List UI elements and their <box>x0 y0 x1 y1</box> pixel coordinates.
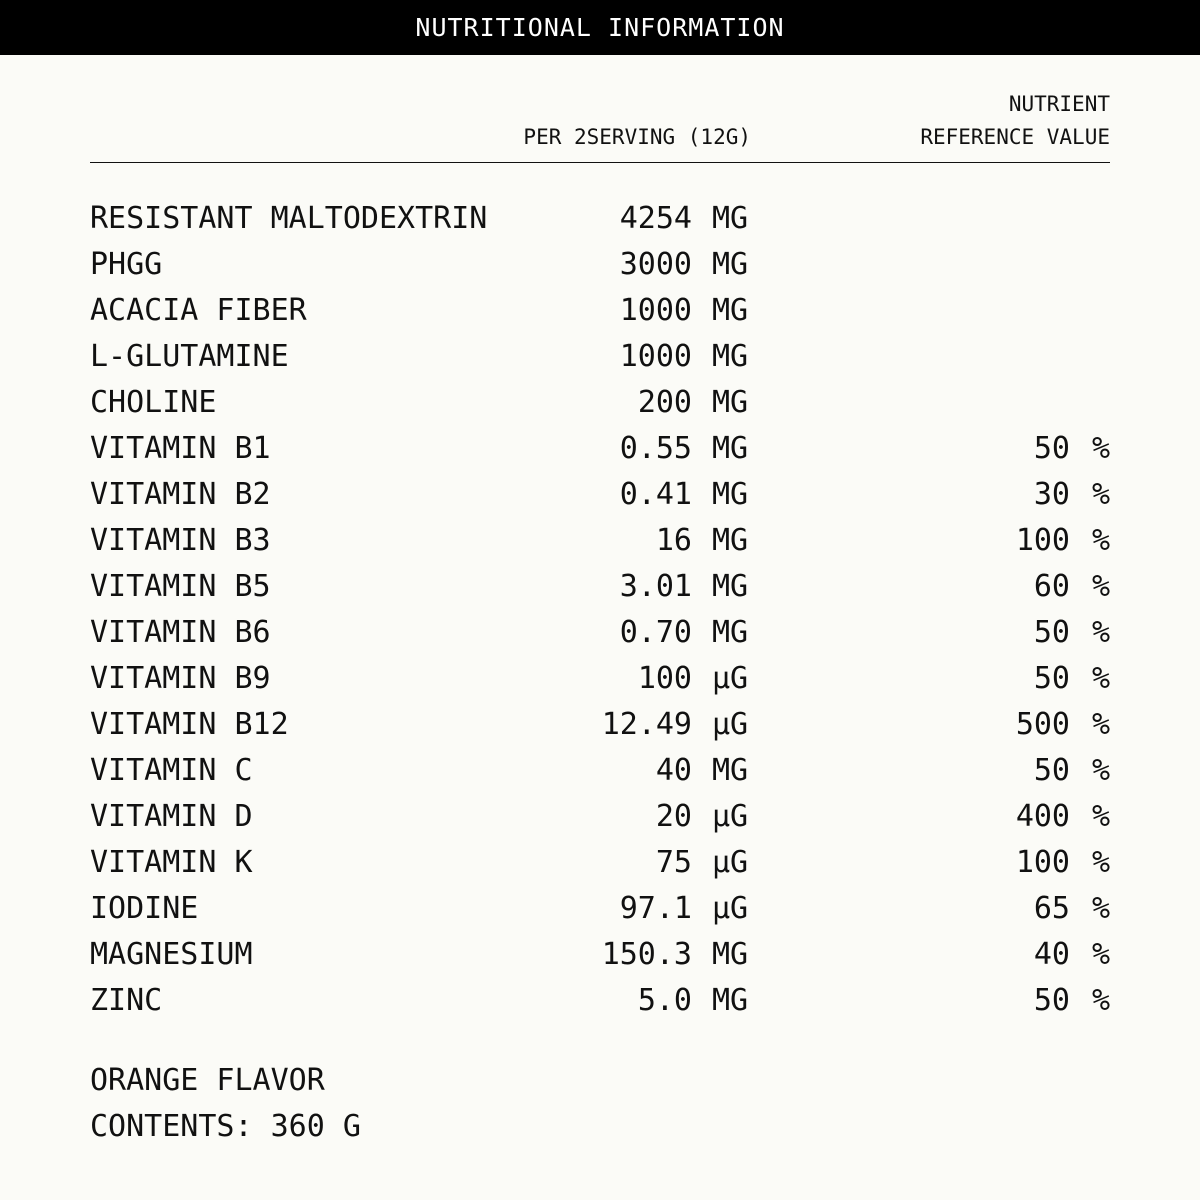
contents-label: CONTENTS: 360 G <box>90 1109 361 1144</box>
nutrient-nrv: 50 <box>1033 431 1070 466</box>
nutrient-unit: MG <box>712 201 749 236</box>
nutrient-amount: 100 <box>637 661 692 696</box>
nutrient-amount: 16 <box>655 523 692 558</box>
header-divider <box>90 162 1110 163</box>
table-row <box>90 196 1110 242</box>
nutrient-nrv-percent: % <box>1091 845 1110 880</box>
nutrient-unit: µG <box>712 891 749 926</box>
nrv-column-header <box>920 88 1110 154</box>
table-row <box>90 840 1110 886</box>
nutrient-unit: MG <box>712 615 749 650</box>
table-row <box>90 242 1110 288</box>
nutrient-amount: 97.1 <box>619 891 692 926</box>
nutrient-nrv: 60 <box>1033 569 1070 604</box>
nutrient-unit: µG <box>712 707 749 742</box>
table-row <box>90 978 1110 1024</box>
nutrient-name: RESISTANT MALTODEXTRIN <box>90 201 488 236</box>
nutrient-name: MAGNESIUM <box>90 937 253 972</box>
nutrient-name: IODINE <box>90 891 199 926</box>
nutrient-unit: MG <box>712 431 749 466</box>
nutrient-unit: MG <box>712 569 749 604</box>
nutrient-name: VITAMIN B3 <box>90 523 271 558</box>
nutrient-name: VITAMIN B5 <box>90 569 271 604</box>
nutrient-nrv-percent: % <box>1091 753 1110 788</box>
table-row <box>90 610 1110 656</box>
nutrient-name: ACACIA FIBER <box>90 293 307 328</box>
table-row <box>90 472 1110 518</box>
nutrient-nrv: 400 <box>1015 799 1070 834</box>
nutrient-nrv-percent: % <box>1091 937 1110 972</box>
nutrient-amount: 5.0 <box>637 983 692 1018</box>
nutrient-unit: MG <box>712 293 749 328</box>
nutrient-unit: MG <box>712 247 749 282</box>
nrv-header-line2: REFERENCE VALUE <box>920 125 1110 149</box>
nutrient-unit: MG <box>712 753 749 788</box>
nutrient-amount: 3000 <box>619 247 692 282</box>
title-bar <box>0 0 1200 55</box>
table-row <box>90 518 1110 564</box>
page-title: NUTRITIONAL INFORMATION <box>415 13 785 42</box>
nutrient-name: VITAMIN K <box>90 845 253 880</box>
nutrient-amount: 0.41 <box>619 477 692 512</box>
nutrient-amount: 0.55 <box>619 431 692 466</box>
nutrient-nrv-percent: % <box>1091 615 1110 650</box>
footer <box>90 1058 361 1150</box>
nutrient-nrv-percent: % <box>1091 569 1110 604</box>
nutrient-unit: MG <box>712 339 749 374</box>
nutrient-nrv-percent: % <box>1091 891 1110 926</box>
nutrient-name: ZINC <box>90 983 163 1018</box>
amount-column-header: PER 2SERVING (12G) <box>523 125 751 149</box>
nutrient-amount: 40 <box>655 753 692 788</box>
nutrient-amount: 1000 <box>619 293 692 328</box>
table-row <box>90 794 1110 840</box>
table-row <box>90 702 1110 748</box>
nutrient-nrv-percent: % <box>1091 523 1110 558</box>
nutrient-unit: µG <box>712 661 749 696</box>
nutrient-amount: 200 <box>637 385 692 420</box>
nutrient-nrv: 65 <box>1033 891 1070 926</box>
nutrient-table <box>90 196 1110 1024</box>
nutrient-nrv: 100 <box>1015 523 1070 558</box>
nutrient-name: VITAMIN B9 <box>90 661 271 696</box>
nutrient-amount: 150.3 <box>601 937 692 972</box>
nutrient-name: VITAMIN C <box>90 753 253 788</box>
nutrient-unit: MG <box>712 937 749 972</box>
nutrient-amount: 12.49 <box>601 707 692 742</box>
nutrient-amount: 4254 <box>619 201 692 236</box>
nutrient-name: VITAMIN B1 <box>90 431 271 466</box>
nutrient-nrv: 50 <box>1033 615 1070 650</box>
nutrient-name: L-GLUTAMINE <box>90 339 289 374</box>
nutrient-nrv: 50 <box>1033 661 1070 696</box>
nutrient-nrv-percent: % <box>1091 661 1110 696</box>
nutrient-unit: MG <box>712 983 749 1018</box>
table-row <box>90 380 1110 426</box>
nutrient-nrv: 30 <box>1033 477 1070 512</box>
nutrient-unit: MG <box>712 385 749 420</box>
table-row <box>90 288 1110 334</box>
nutrient-unit: MG <box>712 477 749 512</box>
nutrient-amount: 75 <box>655 845 692 880</box>
nutrient-nrv: 40 <box>1033 937 1070 972</box>
nrv-header-line1: NUTRIENT <box>1008 92 1110 116</box>
nutrient-name: PHGG <box>90 247 163 282</box>
nutrient-name: CHOLINE <box>90 385 217 420</box>
table-row <box>90 656 1110 702</box>
table-row <box>90 426 1110 472</box>
nutrient-nrv: 100 <box>1015 845 1070 880</box>
nutrient-name: VITAMIN B2 <box>90 477 271 512</box>
nutrient-nrv-percent: % <box>1091 983 1110 1018</box>
nutrient-name: VITAMIN B12 <box>90 707 289 742</box>
table-row <box>90 886 1110 932</box>
nutrient-nrv-percent: % <box>1091 707 1110 742</box>
flavor-label: ORANGE FLAVOR <box>90 1063 325 1098</box>
table-row <box>90 334 1110 380</box>
nutrient-nrv: 500 <box>1015 707 1070 742</box>
nutrient-nrv-percent: % <box>1091 477 1110 512</box>
nutrient-amount: 20 <box>655 799 692 834</box>
table-row <box>90 748 1110 794</box>
nutrient-nrv-percent: % <box>1091 799 1110 834</box>
nutrient-amount: 0.70 <box>619 615 692 650</box>
nutrient-name: VITAMIN D <box>90 799 253 834</box>
nutrient-nrv: 50 <box>1033 983 1070 1018</box>
table-row <box>90 932 1110 978</box>
nutrient-amount: 1000 <box>619 339 692 374</box>
table-row <box>90 564 1110 610</box>
nutrient-unit: µG <box>712 845 749 880</box>
nutrient-nrv-percent: % <box>1091 431 1110 466</box>
nutrient-unit: MG <box>712 523 749 558</box>
nutrient-unit: µG <box>712 799 749 834</box>
nutrient-name: VITAMIN B6 <box>90 615 271 650</box>
nutrient-amount: 3.01 <box>619 569 692 604</box>
nutrient-nrv: 50 <box>1033 753 1070 788</box>
